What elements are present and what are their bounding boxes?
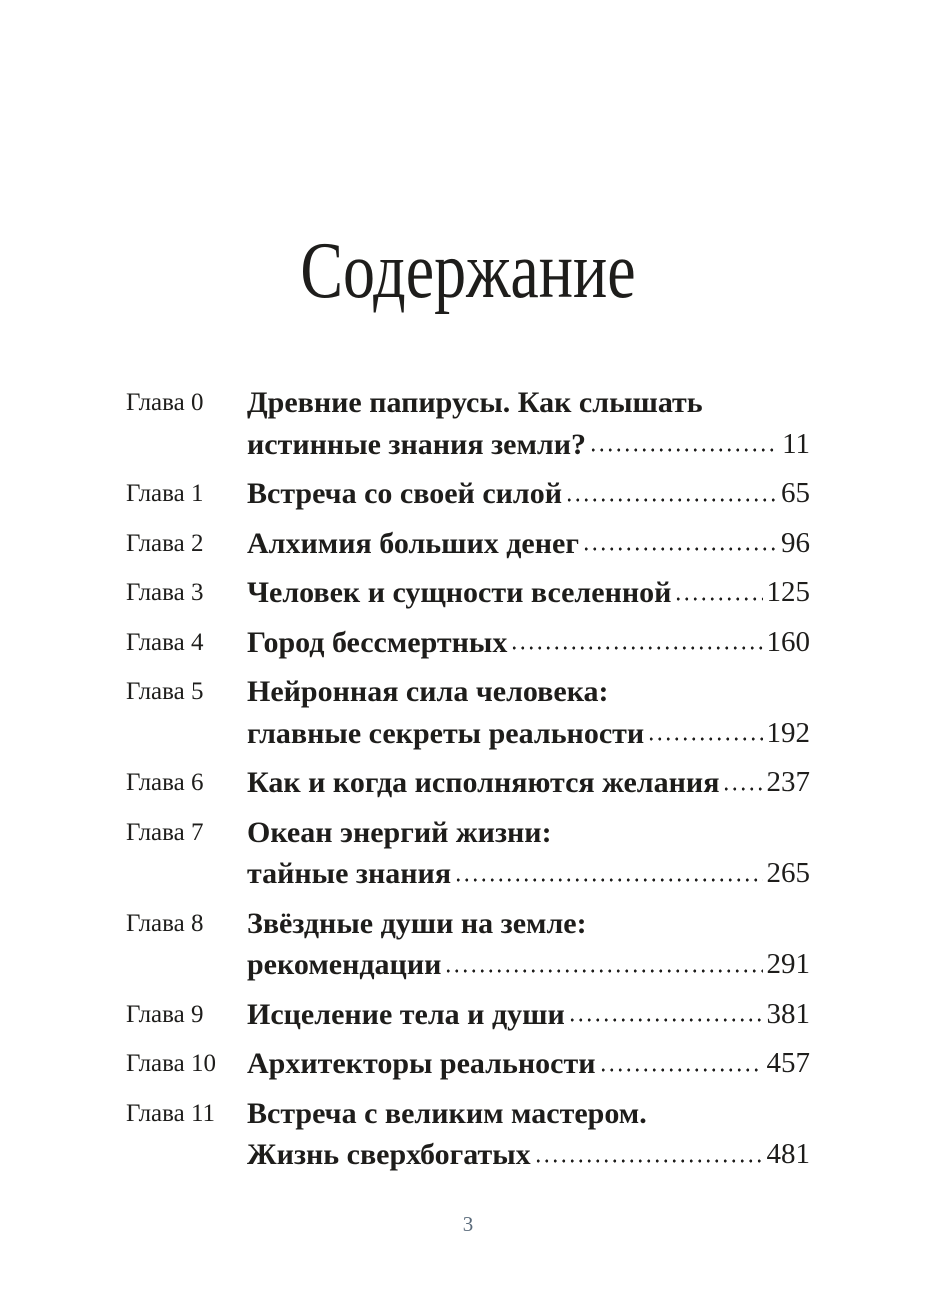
dot-leader xyxy=(565,473,777,515)
toc-page-number: 457 xyxy=(766,1047,810,1079)
toc-title-line xyxy=(247,1093,810,1135)
toc-page-number: 481 xyxy=(766,1138,810,1170)
toc-entry-title xyxy=(247,622,810,664)
toc-title-text: Исцеление тела и души xyxy=(247,997,565,1031)
toc-entry xyxy=(126,523,810,565)
toc-entry xyxy=(126,1043,810,1085)
toc-chapter-label: Глава 11 xyxy=(126,1099,216,1127)
toc-page-number: 237 xyxy=(766,766,810,798)
dot-leader xyxy=(674,572,762,614)
toc-page-number: 11 xyxy=(782,427,810,460)
toc-entry-title xyxy=(247,523,810,565)
dot-leader xyxy=(722,762,762,804)
toc-entry xyxy=(126,812,810,895)
toc-title-text: Жизнь сверхбогатых xyxy=(247,1138,531,1171)
dot-leader xyxy=(534,1134,763,1176)
toc-title-text: Океан энергий жизни: xyxy=(247,815,552,849)
toc-title-line xyxy=(247,713,810,755)
toc-chapter-label: Глава 0 xyxy=(126,389,204,416)
toc-title-text: Нейронная сила человека: xyxy=(247,675,609,708)
toc-title-line xyxy=(247,622,810,664)
toc-title-text: Встреча со своей силой xyxy=(247,477,563,510)
toc-title-line xyxy=(247,523,810,565)
page-title: Содержание xyxy=(300,227,636,315)
toc-title-line xyxy=(247,853,810,895)
dot-leader xyxy=(568,994,763,1036)
toc-title-line xyxy=(247,1134,810,1176)
toc-page-number: 381 xyxy=(766,997,810,1030)
toc-title-text: Архитекторы реальности xyxy=(247,1047,596,1080)
toc-title-line xyxy=(247,382,810,424)
toc-entry xyxy=(126,382,810,465)
dot-leader xyxy=(454,853,762,895)
toc-title-text: Алхимия больших денег xyxy=(247,526,579,560)
toc-title-line xyxy=(247,762,810,804)
dot-leader xyxy=(589,424,778,466)
toc-page-number: 291 xyxy=(766,948,810,980)
toc-entry-title xyxy=(247,762,810,804)
dot-leader xyxy=(647,713,762,755)
toc-title-line xyxy=(247,903,810,945)
toc-title-text: главные секреты реальности xyxy=(247,716,645,750)
dot-leader xyxy=(444,944,762,986)
page-number: 3 xyxy=(462,1211,474,1236)
toc-title-line xyxy=(247,473,810,515)
toc-chapter-label: Глава 6 xyxy=(126,769,204,796)
toc-title-line xyxy=(247,424,810,466)
toc-entry xyxy=(126,903,810,986)
toc-title-text: Древние папирусы. Как слышать xyxy=(247,386,703,419)
toc-chapter-label: Глава 7 xyxy=(126,818,204,846)
toc-title-text: Звёздные души на земле: xyxy=(247,906,587,940)
toc-page-number: 192 xyxy=(766,716,810,749)
toc-chapter-label: Глава 8 xyxy=(126,909,204,937)
toc-title-line xyxy=(247,1043,810,1085)
toc-entry-title xyxy=(247,671,810,754)
toc-entry xyxy=(126,994,810,1036)
dot-leader xyxy=(582,523,777,565)
toc-entry-title xyxy=(247,903,810,986)
toc-title-line xyxy=(247,812,810,854)
toc-page-number: 265 xyxy=(766,857,810,889)
toc-chapter-label: Глава 3 xyxy=(126,579,204,606)
toc-entry xyxy=(126,1093,810,1176)
toc-title-line xyxy=(247,572,810,614)
dot-leader xyxy=(599,1043,763,1085)
toc-page-number: 160 xyxy=(766,625,810,658)
toc-entry-title xyxy=(247,572,810,614)
table-of-contents xyxy=(126,382,810,1176)
toc-title-text: Как и когда исполняются желания xyxy=(247,766,720,799)
toc-entry-title xyxy=(247,812,810,895)
toc-chapter-label: Глава 10 xyxy=(126,1050,216,1077)
toc-title-text: Город бессмертных xyxy=(247,625,508,659)
toc-chapter-label: Глава 1 xyxy=(126,480,204,507)
toc-entry-title xyxy=(247,1093,810,1176)
toc-entry-title xyxy=(247,1043,810,1085)
toc-page-number: 125 xyxy=(766,576,810,608)
toc-entry xyxy=(126,473,810,515)
toc-entry xyxy=(126,671,810,754)
toc-title-text: истинные знания земли? xyxy=(247,427,586,461)
toc-page-number: 65 xyxy=(781,477,810,509)
toc-title-text: тайные знания xyxy=(247,857,452,890)
toc-title-text: рекомендации xyxy=(247,948,442,981)
toc-title-text: Человек и сущности вселенной xyxy=(247,576,672,609)
toc-entry xyxy=(126,622,810,664)
toc-entry-title xyxy=(247,382,810,465)
toc-chapter-label: Глава 5 xyxy=(126,678,204,705)
toc-entry xyxy=(126,572,810,614)
toc-entry-title xyxy=(247,473,810,515)
toc-entry-title xyxy=(247,994,810,1036)
toc-title-text: Встреча с великим мастером. xyxy=(247,1096,647,1130)
toc-title-line xyxy=(247,671,810,713)
toc-title-line xyxy=(247,994,810,1036)
dot-leader xyxy=(510,622,762,664)
toc-entry xyxy=(126,762,810,804)
toc-page-number: 96 xyxy=(781,526,810,559)
toc-chapter-label: Глава 9 xyxy=(126,1000,204,1028)
toc-chapter-label: Глава 2 xyxy=(126,529,204,557)
toc-title-line xyxy=(247,944,810,986)
toc-chapter-label: Глава 4 xyxy=(126,628,204,656)
